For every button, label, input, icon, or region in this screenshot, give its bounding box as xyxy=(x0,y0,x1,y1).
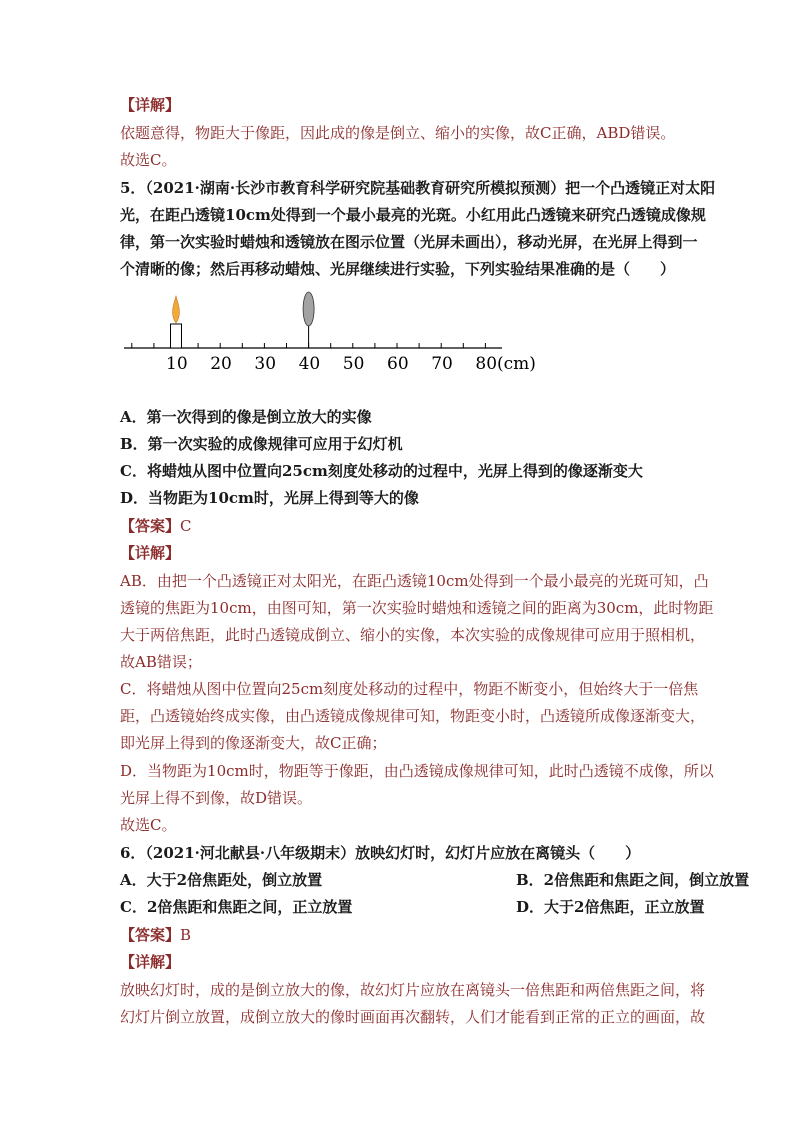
detail-label: 【详解】 xyxy=(120,96,181,114)
explanation-line: 透镜的焦距为10cm，由图可知，第一次实验时蜡烛和透镜之间的距离为30cm，此时物距 xyxy=(120,599,714,617)
scale-tick-label: 70 xyxy=(431,354,453,374)
scale-tick-label: 50 xyxy=(342,354,365,374)
option-a: A．大于2倍焦距处，倒立放置 xyxy=(120,871,323,889)
detail-label: 【详解】 xyxy=(120,544,181,562)
conclusion-text: 故选C。 xyxy=(120,816,177,834)
option-b: B．第一次实验的成像规律可应用于幻灯机 xyxy=(120,435,403,453)
question-5-stem-line: 5．（2021·湖南·长沙市教育科学研究院基础教育研究所模拟预测）把一个凸透镜正对太阳 xyxy=(120,179,716,197)
scale-tick-label: 10 xyxy=(166,354,188,374)
explanation-line: C．将蜡烛从图中位置向25cm刻度处移动的过程中，物距不断变小，但始终大于一倍焦 xyxy=(120,680,699,698)
option-row xyxy=(120,897,705,917)
scale-tick-labels xyxy=(166,354,536,374)
option-b: B．2倍焦距和焦距之间，倒立放置 xyxy=(516,871,750,889)
option-row xyxy=(120,870,750,890)
explanation-line: 即光屏上得到的像逐渐变大，故C正确； xyxy=(120,734,387,752)
scale-tick-label: 40 xyxy=(298,354,321,374)
convex-lens-icon xyxy=(303,292,314,326)
scale-tick-label: 20 xyxy=(210,354,232,374)
answer-row xyxy=(120,516,192,536)
conclusion-text: 故选C。 xyxy=(120,151,177,169)
answer-row xyxy=(120,925,191,945)
candle-icon xyxy=(171,296,182,348)
option-c: C．将蜡烛从图中位置向25cm刻度处移动的过程中，光屏上得到的像逐渐变大 xyxy=(120,462,643,480)
explanation-line: 幻灯片倒立放置，成倒立放大的像时画面再次翻转，人们才能看到正常的正立的画面，故 xyxy=(120,1008,706,1026)
explanation-line: 光屏上得不到像，故D错误。 xyxy=(120,789,313,807)
option-d: D．当物距为10cm时，光屏上得到等大的像 xyxy=(120,489,419,507)
explanation-line: 放映幻灯时，成的是倒立放大的像，故幻灯片应放在离镜头一倍焦距和两倍焦距之间，将 xyxy=(120,981,706,999)
question-5-stem-line: 律，第一次实验时蜡烛和透镜放在图示位置（光屏未画出），移动光屏，在光屏上得到一 xyxy=(120,233,698,251)
explanation-line: 距，凸透镜始终成实像，由凸透镜成像规律可知，物距变小时，凸透镜所成像逐渐变大， xyxy=(120,707,706,725)
option-d: D．大于2倍焦距，正立放置 xyxy=(516,898,705,916)
answer-value: C xyxy=(180,517,192,535)
option-c: C．2倍焦距和焦距之间，正立放置 xyxy=(120,898,353,916)
explanation-text: 依题意得，物距大于像距，因此成的像是倒立、缩小的实像，故C正确，ABD错误。 xyxy=(120,124,676,142)
question-5-stem-line: 个清晰的像；然后再移动蜡烛、光屏继续进行实验，下列实验结果准确的是（ ） xyxy=(120,260,676,278)
scale-tick-label: 60 xyxy=(387,354,409,374)
scale-tick-label: 80(cm) xyxy=(475,354,536,374)
explanation-line: D．当物距为10cm时，物距等于像距，由凸透镜成像规律可知，此时凸透镜不成像，所以 xyxy=(120,762,714,780)
question-5-stem-line: 光，在距凸透镜10cm处得到一个最小最亮的光斑。小红用此凸透镜来研究凸透镜成像规 xyxy=(120,206,706,224)
explanation-line: 大于两倍焦距，此时凸透镜成倒立、缩小的实像，本次实验的成像规律可应用于照相机， xyxy=(120,626,706,644)
answer-value: B xyxy=(180,926,192,944)
scale-tick-label: 30 xyxy=(254,354,277,374)
explanation-line: AB．由把一个凸透镜正对太阳光，在距凸透镜10cm处得到一个最小最亮的光斑可知，凸 xyxy=(120,572,709,590)
explanation-line: 故AB错误； xyxy=(120,653,202,671)
answer-label: 【答案】 xyxy=(120,926,181,944)
option-a: A．第一次得到的像是倒立放大的实像 xyxy=(120,408,372,426)
detail-label: 【详解】 xyxy=(120,953,181,971)
optical-bench-diagram xyxy=(118,286,538,376)
answer-label: 【答案】 xyxy=(120,517,181,535)
question-6-stem: 6．（2021·河北献县·八年级期末）放映幻灯时，幻灯片应放在离镜头（ ） xyxy=(120,844,641,862)
